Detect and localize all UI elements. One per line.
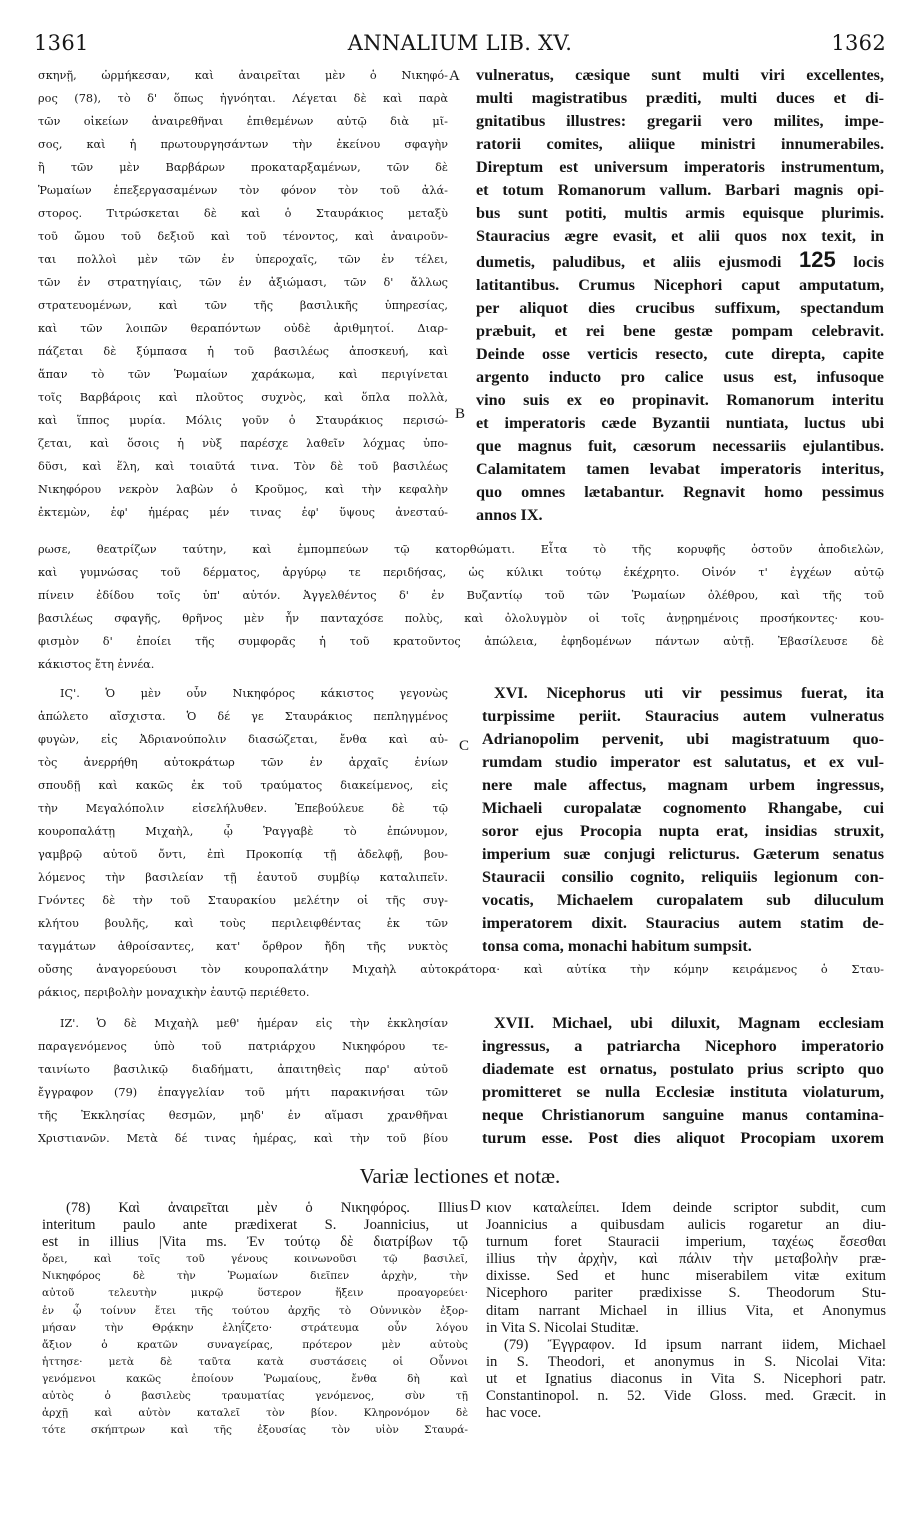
- greek-line: ταγμάτων ἀθροίσαντες, κατ' ὄρθρον ἤδη τῆς νυκτὸς: [38, 940, 448, 953]
- note-line: γενόμενοι κακῶς ἐποίουν Ῥωμαίους, ἔνθα δὴ καὶ: [42, 1372, 468, 1385]
- latin-line: ratorii comites, aliique ministri innumerabiles.: [476, 135, 884, 153]
- latin-line: diademate est ornatus, postulato prius scripto quo: [482, 1060, 884, 1078]
- latin-column-a: [476, 64, 884, 527]
- note-line: ἀρχῇ καὶ αὐτὸν καταλεῖ τὸν βίον. Κληρονόμον δὲ: [42, 1407, 468, 1420]
- greek-line: Ῥωμαίων ἐπεξεργασαμένων τὸν φόνον τὸν τοῦ ἀλά-: [38, 184, 448, 197]
- greek-line: ἐκτεμὼν, ἐφ' ἡμέρας μέν τινας ἐφ' ὕψους ἀνεσταύ-: [38, 506, 448, 519]
- margin-marker-c: C: [459, 738, 470, 754]
- note-line: interitum paulo ante prædixerat S. Joannicius, ut: [42, 1217, 468, 1234]
- latin-line: vino suis ex eo propinavit. Romanorum interitu: [476, 391, 884, 409]
- greek-wide-block: [38, 538, 884, 676]
- latin-line: quo omnes lætabantur. Regnavit homo pessimus: [476, 483, 884, 501]
- notes-title: Variæ lectiones et notæ.: [359, 1164, 561, 1188]
- note-line: αὐτὸς ὁ βασιλεὺς τραυματίας γενόμενος, σὺν τῇ: [42, 1390, 468, 1403]
- greek-line: φυγὼν, εἰς Ἀδριανούπολιν διασώζεται, ἔνθα καὶ αὐ-: [38, 733, 448, 746]
- latin-line: Deinde osse verticis resecto, cute direpta, capite: [476, 345, 884, 363]
- right-page-number: 1362: [831, 31, 886, 55]
- latin-column-d: [482, 1012, 884, 1150]
- greek-line: ΙΖ'. Ὁ δὲ Μιχαὴλ μεθ' ἡμέραν εἰς τὴν ἐκκλησίαν: [60, 1017, 448, 1030]
- note-line: in S. Theodori, et anonymus in S. Nicolai Vita:: [486, 1353, 886, 1370]
- greek-line: τῆς Ἐκκλησίας θεσμῶν, μηδ' ἐν αἵμασι χρανθῆναι: [38, 1109, 448, 1122]
- margin-marker-b: B: [455, 406, 466, 422]
- latin-line: bus sunt potiti, multis armis equisque plurimis.: [476, 204, 884, 222]
- note-line: in Vita S. Nicolai Studitæ.: [486, 1319, 639, 1336]
- note-line: ditam narrant Michael in illius Vita, et Anonymus: [486, 1302, 886, 1319]
- greek-line: ἅπαν τὸ τῶν Ῥωμαίων χαράκωμα, καὶ περιγίνεται: [38, 368, 448, 381]
- running-head: ANNALIUM LIB. XV.: [347, 31, 573, 55]
- greek-line: τῶν ἐν στρατηγίαις, τῶν ἐν ἀξιώμασι, τῶν δ' ἄλλως: [38, 276, 448, 289]
- latin-line: neque Christianorum sanguine manus contamina-: [482, 1106, 884, 1124]
- greek-line: οὔσης ἀναγορεύουσι τὸν κουροπαλάτην Μιχαὴλ αὐτοκράτορα· καὶ αὐτίκα τὴν κόμην κειράμενος ὁ Σταυ-: [38, 963, 884, 976]
- note-line: ἐν ᾧ τοίνυν ἔτει τῆς τούτου ἀρχῆς τὸ Οὐννικὸν ἐξορ-: [42, 1304, 468, 1317]
- note-line: κιον καταλείπει. Idem deinde scriptor subdit, cum: [486, 1200, 886, 1216]
- latin-line: turum esse. Post dies aliquot Procopiam uxorem: [482, 1129, 884, 1147]
- greek-line: ρος (78), τὸ δ' ὅπως ἠγνόηται. Λέγεται δὲ καὶ παρὰ: [38, 92, 448, 105]
- greek-line: δῦσι, καὶ ἕλη, καὶ τοιαῦτά τινα. Τὸν δὲ τοῦ βασιλέως: [38, 460, 448, 473]
- note-line: illius τὴν ἀρχὴν, καὶ πάλιν τὴν μεταβολὴν præ-: [486, 1251, 886, 1268]
- greek-line: ζεται, καὶ ὅσοις ἡ νὺξ παρέσχε λαθεῖν λόχμας ὑπο-: [38, 437, 448, 450]
- latin-line: que magnus fuit, cæsorum necessariis ejulantibus.: [476, 437, 884, 455]
- greek-line: τῶν οἰκείων ἀναιρεθῆναι ἐπιθεμένων αὐτῷ διὰ μῖ-: [38, 115, 448, 128]
- greek-line: Γνόντες δὲ τὴν τοῦ Σταυρακίου μελέτην οἱ τῆς συγ-: [38, 894, 448, 907]
- greek-line: τοῖς Βαρβάροις καὶ πλοῦτος συχνὸς, καὶ ὅπλα πολλὰ,: [38, 391, 448, 404]
- greek-line: κάκιστος ἔτη ἐννέα.: [38, 658, 155, 671]
- greek-line: ἢ τῶν μὲν Βαρβάρων προκαταρξαμένων, τῶν δὲ: [38, 161, 448, 174]
- latin-line: promitteret se nulla Ecclesiæ instituta violaturum,: [482, 1083, 884, 1101]
- latin-line: argento inducto pro calice usus est, infusoque: [476, 368, 884, 386]
- latin-line: rumdam studio imperator est salutatus, et ex vul-: [482, 753, 884, 771]
- inline-page-number: 125: [799, 248, 836, 272]
- latin-line: multi magistratibus præditi, multi duces et di-: [476, 89, 884, 107]
- latin-line: et imperatoris cæde Byzantii nuntiata, luctus ubi: [476, 414, 884, 432]
- greek-wide-block-2: [38, 958, 884, 1004]
- note-line: Nicephoro pariter prædixisse S. Theodorum Stu-: [486, 1285, 886, 1302]
- latin-line: gnitatibus illustres: gregarii vero milites, impe-: [476, 112, 884, 130]
- greek-line: κλήτου βουλῆς, καὶ τοὺς περιλειφθέντας ἐκ τῶν: [38, 917, 448, 930]
- latin-line: turpissime periit. Stauracius autem vulneratus: [482, 707, 884, 725]
- note-line: ut et Ignatius diaconus in Vita S. Nicephori patr.: [486, 1370, 886, 1387]
- greek-line: τὸς ἀνερρήθη αὐτοκράτωρ τῶν ἐν ἀρχαῖς ἐνίων: [38, 756, 448, 769]
- note-line: dixisse. Sed et hunc miserabilem vitæ exitum: [486, 1268, 886, 1285]
- greek-line: ἀπώλετο αἴσχιστα. Ὁ δέ γε Σταυράκιος πεπληγμένος: [38, 710, 448, 723]
- latin-column-c: [482, 682, 884, 958]
- greek-line: Χριστιανῶν. Μετὰ δέ τινας ἡμέρας, καὶ τὴν τοῦ βίου: [38, 1132, 448, 1145]
- latin-line: vocatis, Michaelem curopalatem sub diluculum: [482, 891, 884, 909]
- notes-right-column: [486, 1200, 886, 1422]
- greek-line: στορος. Τιτρώσκεται δὲ καὶ ὁ Σταυράκιος μεταξὺ: [38, 207, 448, 220]
- latin-line: XVII. Michael, ubi diluxit, Magnam ecclesiam: [494, 1014, 884, 1032]
- note-line: (79) Ἔγγραφον. Id ipsum narrant iidem, Michael: [504, 1336, 886, 1353]
- note-line: ἡττησε· μετὰ δὲ ταῦτα κατὰ συστάσεις οἱ Οὖννοι: [42, 1355, 468, 1368]
- greek-line: πάζεται δὲ ξύμπασα ἡ τοῦ βασιλέως ἀποσκευή, καὶ: [38, 345, 448, 358]
- latin-line: annos IX.: [476, 506, 543, 524]
- latin-line-text: locis: [853, 253, 884, 271]
- latin-line: [476, 248, 884, 274]
- latin-line: ingressus, a patriarcha Nicephoro imperatorio: [482, 1037, 884, 1055]
- greek-line: τοῦ ὤμου τοῦ δεξιοῦ καὶ τοῦ τένοντος, καὶ ἀναιροῦν-: [38, 230, 448, 243]
- greek-line: φισμὸν δ' ἐποίει τῆς συμφορᾶς ἡ τοῦ κρατοῦντος ἀπώλεια, ἐφηδομένων πάντων αὐτῇ. Ἐβασίλευσε δὲ: [38, 635, 884, 648]
- notes-left-column: [42, 1200, 468, 1439]
- latin-line: Michaeli curopalatæ cognomento Rhangabe, cui: [482, 799, 884, 817]
- greek-column-d: [38, 1012, 448, 1150]
- greek-line: λόμενος τὴν βασιλείαν τῇ ἑαυτοῦ συμβίῳ καταλιπεῖν.: [38, 871, 448, 884]
- latin-line: nere male affectus, magnam urbem ingressus,: [482, 776, 884, 794]
- greek-line: ταινίωτο βασιλικῷ διαδήματι, ἀπαιτηθεὶς παρ' αὐτοῦ: [38, 1063, 448, 1076]
- note-line: hac voce.: [486, 1405, 542, 1422]
- greek-line: πίνειν ἐδίδου τοῖς ὑπ' αὐτόν. Ἀγγελθέντος δ' ἐν Βυζαντίῳ τοῦ τῶν Ῥωμαίων ὀλέθρου, καὶ τῆς τοῦ: [38, 589, 884, 602]
- latin-line: imperium suæ conjugi relicturus. Gæterum senatus: [482, 845, 884, 863]
- greek-line: καὶ ἵππος μυρία. Μόλις γοῦν ὁ Σταυράκιος περισώ-: [38, 414, 448, 427]
- greek-line: σκηνῇ, ὡρμήκεσαν, καὶ ἀναιρεῖται μὲν ὁ Νικηφό-: [38, 69, 448, 82]
- latin-line: imperatorem dixit. Stauracius autem statim de-: [482, 914, 884, 932]
- note-line: est in illius |Vita ms. Ἐν τούτῳ δὲ διατρίβων τῷ: [42, 1234, 468, 1251]
- note-line: τότε σκήπτρων καὶ τῆς ἐξουσίας τὸν υἱὸν Σταυρά-: [42, 1424, 468, 1437]
- greek-line: τὴν Μεγαλόπολιν εἰσελήλυθεν. Ἐπεβούλευε δὲ τῷ: [38, 802, 448, 815]
- greek-line: παραγενόμενος ὑπὸ τοῦ πατριάρχου Νικηφόρου τε-: [38, 1040, 448, 1053]
- latin-line: Calamitatem tamen levabat imperatoris interitus,: [476, 460, 884, 478]
- latin-line: Stauracii consilio cognito, reliquiis legionum con-: [482, 868, 884, 886]
- greek-column-c: [38, 682, 448, 958]
- note-line: Joannicius a quibusdam aulicis rogaretur an diu-: [486, 1217, 886, 1234]
- greek-line: καὶ τῶν λοιπῶν θεραπόντων οὐδὲ ἀριθμητοί. Διαρ-: [38, 322, 448, 335]
- greek-line: ται πολλοὶ μὲν τῶν ἐν ὑπεροχαῖς, τῶν ἐν τέλει,: [38, 253, 448, 266]
- latin-line: tonsa coma, monachi habitum sumpsit.: [482, 937, 752, 955]
- greek-line: στρατευομένων, καὶ τῶν τῆς βασιλικῆς ὑπηρεσίας,: [38, 299, 448, 312]
- latin-line: et totum Romanorum vallum. Barbari magnis opi-: [476, 181, 884, 199]
- latin-line: soror ejus Procopia nupta erat, insidias struxit,: [482, 822, 884, 840]
- latin-line: vulneratus, cæsique sunt multi viri excellentes,: [476, 66, 884, 84]
- latin-line-text: dumetis, paludibus, et aliis ejusmodi: [476, 253, 782, 271]
- note-line: ἄξιον ὁ κρατῶν συναγείρας, πρότερον μὲν αὐτοὺς: [42, 1338, 468, 1351]
- greek-line: Νικηφόρου νεκρὸν λαβὼν ὁ Κροῦμος, καὶ τὴν κεφαλὴν: [38, 483, 448, 496]
- note-line: Νικηφόρος δὲ τὴν Ῥωμαίων διεῖπεν ἀρχὴν, τὴν: [42, 1270, 468, 1283]
- greek-line: καὶ γυμνώσας τοῦ δέρματος, ἀργύρῳ τε περιδήσας, ὡς κύλικι τούτῳ ἐκέχρητο. Οἰνόν τ' ἐγχέων αὐτῷ: [38, 566, 884, 579]
- latin-line: latitantibus. Crumus Nicephori caput amputatum,: [476, 276, 884, 294]
- greek-line: ράκιος, περιβολὴν μοναχικὴν ἑαυτῷ περιέθετο.: [38, 986, 310, 999]
- greek-column-a: [38, 64, 448, 524]
- note-line: ὄρει, καὶ τοῖς τοῦ γένους κοινωνοῦσι τῷ βασιλεῖ,: [42, 1253, 468, 1266]
- margin-marker-a: A: [449, 68, 460, 84]
- note-line: Constantinopol. n. 52. Vide Gloss. med. Græcit. in: [486, 1388, 886, 1405]
- note-line: (78) Καὶ ἀναιρεῖται μὲν ὁ Νικηφόρος. Illius: [66, 1200, 468, 1216]
- latin-line: Direptum est universum imperatoris instrumentum,: [476, 158, 884, 176]
- latin-line: XVI. Nicephorus uti vir pessimus fuerat, ita: [494, 684, 884, 702]
- left-page-number: 1361: [34, 31, 89, 55]
- greek-line: βασιλέως σφαγῆς, θρῆνος μὲν ἦν πανταχόσε πολὺς, καὶ ὀλολυγμὸν οἱ τοῖς ἀνῃρημένοις προσήκοντες· κου-: [38, 612, 884, 625]
- note-line: turnum foret Stauracii imperium, ταχέως ἔσεσθαι: [486, 1234, 886, 1251]
- margin-marker-d: D: [470, 1198, 481, 1214]
- latin-line: per aliquot dies crucibus suffixum, spectandum: [476, 299, 884, 317]
- greek-line: ἔγγραφον (79) ἐπαγγελίαν τοῦ μήτι παρακινήσαι τῶν: [38, 1086, 448, 1099]
- greek-line: σος, καὶ ἡ πρωτουργησάντων τὴν ἐκείνου σφαγὴν: [38, 138, 448, 151]
- note-line: αὐτοῦ τελευτὴν μικρῷ ὕστερον ἥξειν προαγορεύει·: [42, 1287, 468, 1300]
- note-line: μήσαν τὴν Θρᾴκην ἐληΐζετο· στράτευμα οὖν λόγου: [42, 1321, 468, 1334]
- latin-line: Stauracius ægre evasit, et alii quos nox texit, in: [476, 227, 884, 245]
- greek-line: κουροπαλάτῃ Μιχαὴλ, ᾧ Ῥαγγαβὲ τὸ ἐπώνυμον,: [38, 825, 448, 838]
- greek-line: ΙϚ'. Ὁ μὲν οὖν Νικηφόρος κάκιστος γεγονὼς: [60, 687, 448, 700]
- latin-line: præbuit, et rei bene gestæ pompam celebravit.: [476, 322, 884, 340]
- latin-line: Adrianopolim pervenit, ubi magistratuum quo-: [482, 730, 884, 748]
- greek-line: ρωσε, θεατρίζων ταύτην, καὶ ἐμπομπεύων τῷ κατορθώματι. Εἶτα τὸ τῆς κορυφῆς ὀστοῦν ἀποδιελὼν,: [38, 543, 884, 556]
- greek-line: σπουδῇ καὶ κακῶς ἐκ τοῦ τραύματος διακείμενος, εἰς: [38, 779, 448, 792]
- greek-line: γαμβρῷ αὐτοῦ ὄντι, ἐπὶ Προκοπίᾳ τῇ ἀδελφῇ, βου-: [38, 848, 448, 861]
